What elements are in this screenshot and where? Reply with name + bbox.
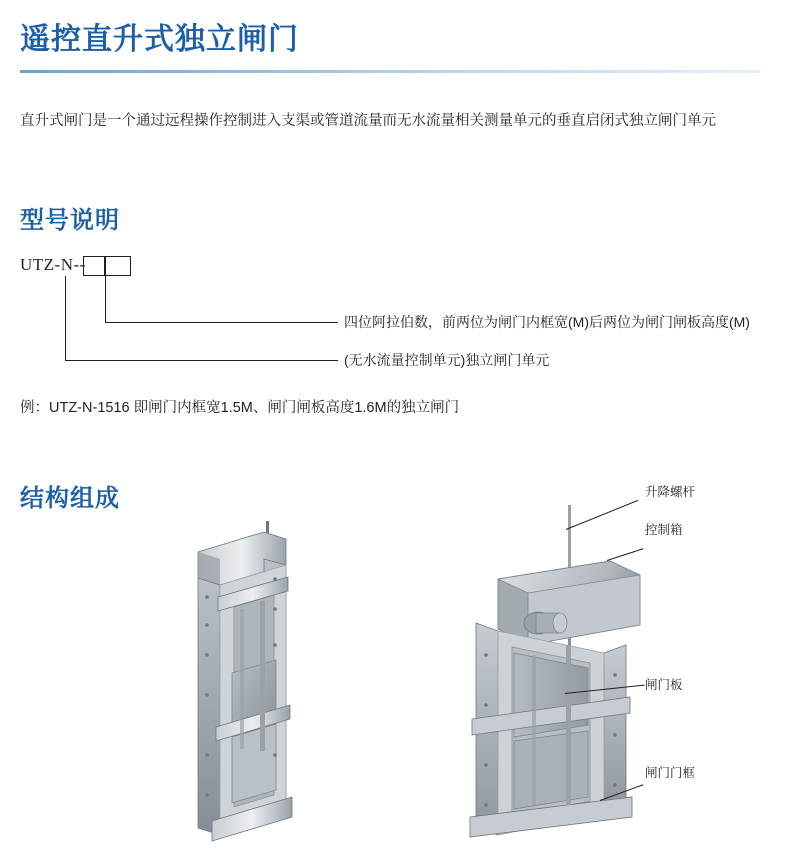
page-title: 遥控直升式独立闸门 bbox=[20, 23, 299, 56]
callout-label-control-box: 控制箱 bbox=[645, 523, 683, 537]
intro-paragraph: 直升式闸门是一个通过远程操作控制进入支渠或管道流量而无水流量相关测量单元的垂直启闭式独立闸门单元 bbox=[20, 113, 716, 129]
callout-label-lifting-rod: 升降螺杆 bbox=[645, 485, 696, 499]
model-code-text: UTZ-N-- bbox=[20, 255, 86, 274]
model-leader-label-digits: 四位阿拉伯数，前两位为闸门内框宽(M)后两位为闸门闸板高度(M) bbox=[344, 314, 750, 330]
callout-label-gate-plate: 闸门板 bbox=[645, 678, 683, 692]
leader-line-2-vertical bbox=[65, 276, 66, 360]
title-divider bbox=[20, 70, 760, 73]
section-heading-model: 型号说明 bbox=[20, 207, 120, 234]
model-code-box-first bbox=[83, 256, 105, 276]
gate-figure-left bbox=[160, 505, 460, 857]
leader-line-1-horizontal bbox=[105, 322, 338, 323]
section-heading-structure: 结构组成 bbox=[20, 485, 120, 512]
leader-line-1-vertical bbox=[105, 276, 106, 322]
model-leader-label-unit: (无水流量控制单元)独立闸门单元 bbox=[344, 352, 550, 368]
model-example-text: 例：UTZ-N-1516 即闸门内框宽1.5M、闸门闸板高度1.6M的独立闸门 bbox=[20, 400, 460, 416]
callout-label-gate-frame: 闸门门框 bbox=[645, 766, 696, 780]
model-code-box-second bbox=[105, 256, 131, 276]
leader-line-2-horizontal bbox=[65, 360, 338, 361]
